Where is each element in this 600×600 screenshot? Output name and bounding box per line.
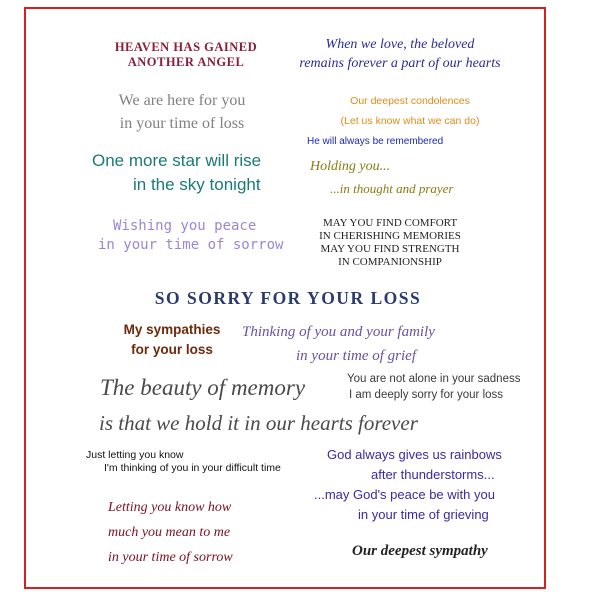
phrase-deepest-condolences-line1: Our deepest condolences bbox=[350, 95, 470, 107]
phrase-beauty-of-memory-line2: is that we hold it in our hearts forever bbox=[99, 411, 418, 435]
phrase-may-you-find-line4: IN COMPANIONSHIP bbox=[338, 256, 442, 268]
phrase-may-you-find-line3: MAY YOU FIND STRENGTH bbox=[320, 243, 460, 255]
phrase-letting-you-know-line2: much you mean to me bbox=[108, 525, 231, 540]
phrase-so-sorry-banner: SO SORRY FOR YOUR LOSS bbox=[154, 288, 422, 308]
phrase-my-sympathies-line1: My sympathies bbox=[123, 322, 221, 337]
phrase-one-more-star-line1: One more star will rise bbox=[92, 151, 262, 170]
phrase-our-deepest-sympathy: Our deepest sympathy bbox=[352, 543, 488, 559]
phrase-when-we-love-line1: When we love, the beloved bbox=[325, 37, 475, 52]
phrase-wishing-peace-line2: in your time of sorrow bbox=[98, 237, 284, 253]
phrase-just-letting-line1: Just letting you know bbox=[86, 449, 184, 461]
phrase-heaven-gained-line1: HEAVEN HAS GAINED bbox=[114, 40, 258, 54]
phrase-heaven-gained-line2: ANOTHER ANGEL bbox=[127, 55, 245, 69]
phrase-rainbows-line3: ...may God's peace be with you bbox=[314, 487, 495, 502]
phrase-may-you-find-line1: MAY YOU FIND COMFORT bbox=[322, 217, 458, 229]
phrase-one-more-star-line2: in the sky tonight bbox=[133, 175, 261, 194]
phrase-rainbows-line2: after thunderstorms... bbox=[371, 467, 495, 482]
phrase-here-for-you-line2: in your time of loss bbox=[119, 115, 245, 132]
phrase-when-we-love-line2: remains forever a part of our hearts bbox=[299, 56, 501, 71]
phrase-always-remembered: He will always be remembered bbox=[307, 136, 444, 147]
phrase-just-letting-line2: I'm thinking of you in your difficult time bbox=[104, 462, 281, 474]
phrase-wishing-peace-line1: Wishing you peace bbox=[113, 218, 257, 234]
phrase-rainbows-line1: God always gives us rainbows bbox=[327, 447, 502, 462]
phrase-my-sympathies-line2: for your loss bbox=[131, 342, 213, 357]
phrase-not-alone-line1: You are not alone in your sadness bbox=[347, 373, 521, 385]
phrase-beauty-of-memory-line1: The beauty of memory bbox=[100, 375, 306, 400]
phrase-may-you-find-line2: IN CHERISHING MEMORIES bbox=[319, 230, 461, 242]
phrase-thinking-of-you-line2: in your time of grief bbox=[296, 348, 416, 364]
phrase-thinking-of-you-line1: Thinking of you and your family bbox=[242, 324, 435, 340]
phrase-deepest-condolences-line2: (Let us know what we can do) bbox=[340, 115, 480, 127]
phrase-holding-you-line1: Holding you... bbox=[310, 159, 391, 174]
phrase-letting-you-know-line3: in your time of sorrow bbox=[108, 550, 233, 565]
phrase-rainbows-line4: in your time of grieving bbox=[358, 507, 489, 522]
phrase-letting-you-know-line1: Letting you know how bbox=[108, 500, 232, 515]
phrase-here-for-you-line1: We are here for you bbox=[118, 92, 246, 109]
phrase-holding-you-line2: ...in thought and prayer bbox=[330, 181, 454, 196]
phrase-not-alone-line2: I am deeply sorry for your loss bbox=[349, 389, 504, 401]
